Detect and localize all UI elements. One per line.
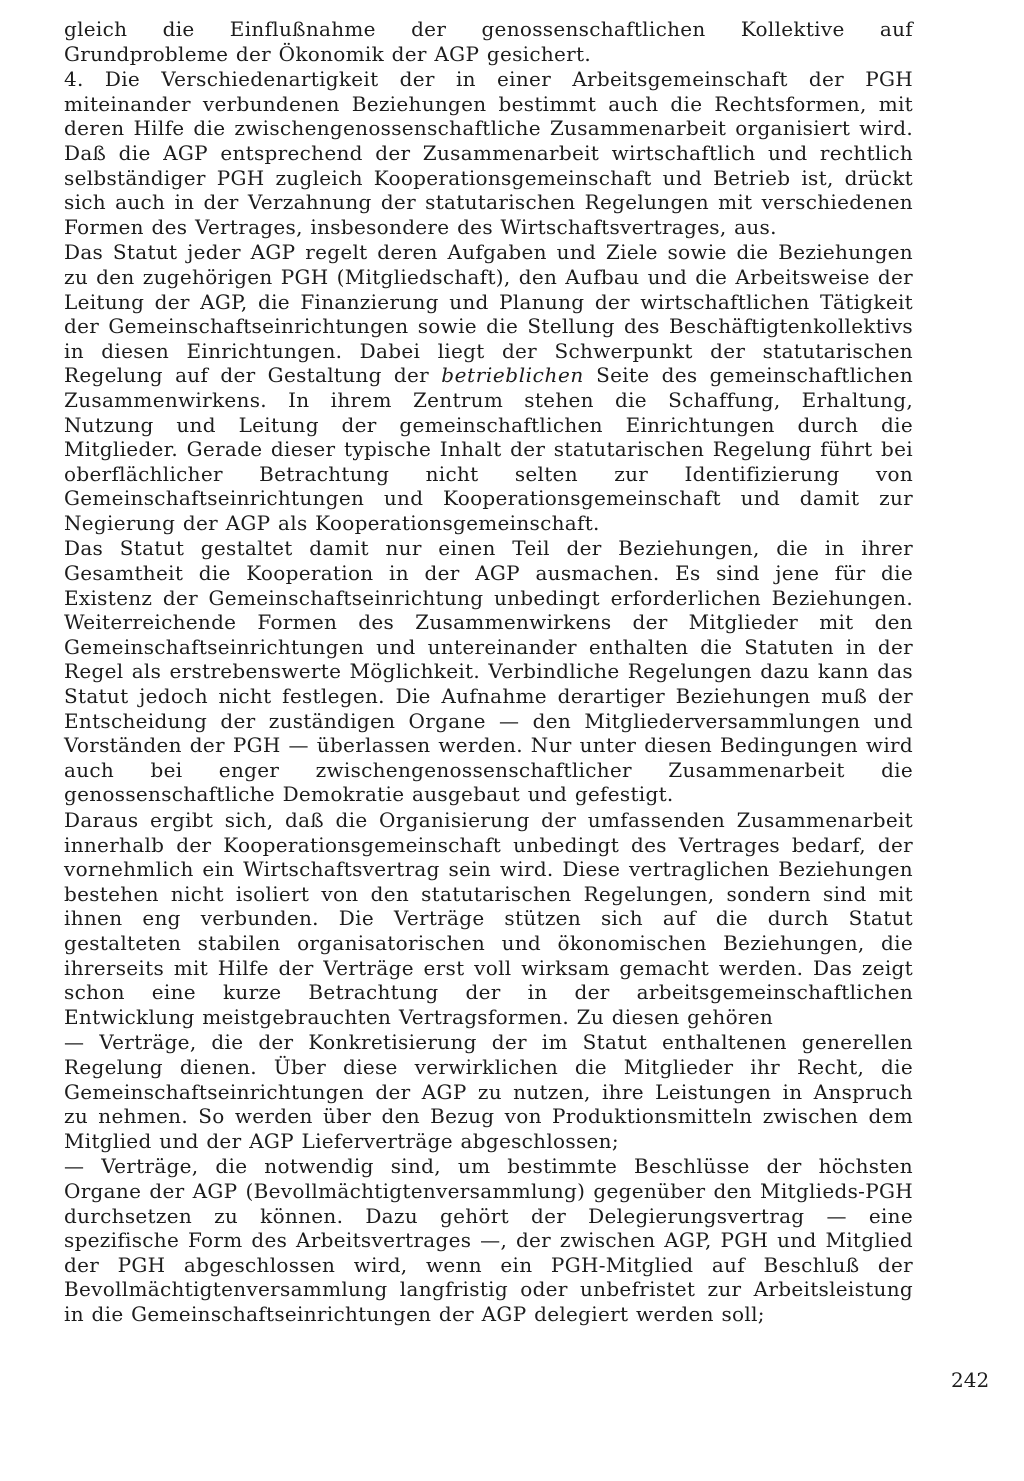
- emphasis-betrieblichen: betrieblichen: [441, 363, 584, 388]
- paragraph-1: gleich die Einflußnahme der genossenschaftlichen Kollektive auf Grundprobleme der Ökonomik der AGP gesichert.: [64, 17, 913, 66]
- paragraph-4: Das Statut gestaltet damit nur einen Teil der Beziehungen, die in ihrer Gesamtheit die Kooperation in der AGP ausmachen. Es sind jene für die Existenz der Gemeinschaftseinrichtung unbedingt erforderlichen Beziehungen. Weiterreichende Formen des Zusammenwirkens der Mitglieder mit den Gemeinschaftseinrichtungen und untereinander enthalten die Statuten in der Regel als erstrebenswerte Möglichkeit. Verbindliche Regelungen dazu kann das Statut jedoch nicht festlegen. Die Aufnahme derartiger Beziehungen muß der Entscheidung der zuständigen Organe — den Mitgliederversammlungen und Vorständen der PGH — überlassen werden. Nur unter diesen Bedingungen wird auch bei enger zwischengenossenschaftlicher Zusammenarbeit die genossenschaftliche Demokratie ausgebaut und gefestigt.: [64, 536, 913, 807]
- paragraph-3: [64, 240, 913, 535]
- paragraph-5: Daraus ergibt sich, daß die Organisierung der umfassenden Zusammenarbeit innerhalb der Kooperationsgemeinschaft unbedingt des Vertrages bedarf, der vornehmlich ein Wirtschaftsvertrag sein wird. Diese vertraglichen Beziehungen bestehen nicht isoliert von den statutarischen Regelungen, sondern sind mit ihnen eng verbunden. Die Verträge stützen sich auf die durch Statut gestalteten stabilen organisatorischen und ökonomischen Beziehungen, die ihrerseits mit Hilfe der Verträge erst voll wirksam gemacht werden. Das zeigt schon eine kurze Betrachtung der in der arbeitsgemeinschaftlichen Entwicklung meistgebrauchten Vertragsformen. Zu diesen gehören: [64, 808, 913, 1029]
- page-body: [64, 17, 913, 1326]
- page-number: 242: [951, 1368, 990, 1392]
- paragraph-3-pre: Das Statut jeder AGP regelt deren Aufgaben und Ziele sowie die Beziehungen zu den zugehörigen PGH (Mitgliedschaft), den Aufbau und die Arbeitsweise der Leitung der AGP, die Finanzierung und Planung der wirtschaftlichen Tätigkeit der Gemeinschaftseinrichtungen sowie die Stellung des Beschäftigtenkollektivs in diesen Einrichtungen. Dabei liegt der Schwerpunkt der statutarischen Regelung auf der Gestaltung der: [64, 240, 913, 388]
- list-item-1: — Verträge, die der Konkretisierung der im Statut enthaltenen generellen Regelung dienen. Über diese verwirklichen die Mitglieder ihr Recht, die Gemeinschaftseinrichtungen der AGP zu nutzen, ihre Leistungen in Anspruch zu nehmen. So werden über den Bezug von Produktionsmitteln zwischen dem Mitglied und der AGP Lieferverträge abgeschlossen;: [64, 1030, 913, 1153]
- paragraph-2: 4. Die Verschiedenartigkeit der in einer Arbeitsgemeinschaft der PGH miteinander verbundenen Beziehungen bestimmt auch die Rechtsformen, mit deren Hilfe die zwischengenossenschaftliche Zusammenarbeit organisiert wird. Daß die AGP entsprechend der Zusammenarbeit wirtschaftlich und rechtlich selbständiger PGH zugleich Kooperationsgemeinschaft und Betrieb ist, drückt sich auch in der Verzahnung der statutarischen Regelungen mit verschiedenen Formen des Vertrages, insbesondere des Wirtschaftsvertrages, aus.: [64, 67, 913, 239]
- paragraph-3-post: Seite des gemeinschaftlichen Zusammenwirkens. In ihrem Zentrum stehen die Schaffung, Erhaltung, Nutzung und Leitung der gemeinschaftlichen Einrichtungen durch die Mitglieder. Gerade dieser typische Inhalt der statutarischen Regelung führt bei oberflächlicher Betrachtung nicht selten zur Identifizierung von Gemeinschaftseinrichtungen und Kooperationsgemeinschaft und damit zur Negierung der AGP als Kooperationsgemeinschaft.: [64, 363, 914, 535]
- list-item-2: — Verträge, die notwendig sind, um bestimmte Beschlüsse der höchsten Organe der AGP (Bevollmächtigtenversammlung) gegenüber den Mitglieds-PGH durchsetzen zu können. Dazu gehört der Delegierungsvertrag — eine spezifische Form des Arbeitsvertrages —, der zwischen AGP, PGH und Mitglied der PGH abgeschlossen wird, wenn ein PGH-Mitglied auf Beschluß der Bevollmächtigtenversammlung langfristig oder unbefristet zur Arbeitsleistung in die Gemeinschaftseinrichtungen der AGP delegiert werden soll;: [64, 1154, 913, 1326]
